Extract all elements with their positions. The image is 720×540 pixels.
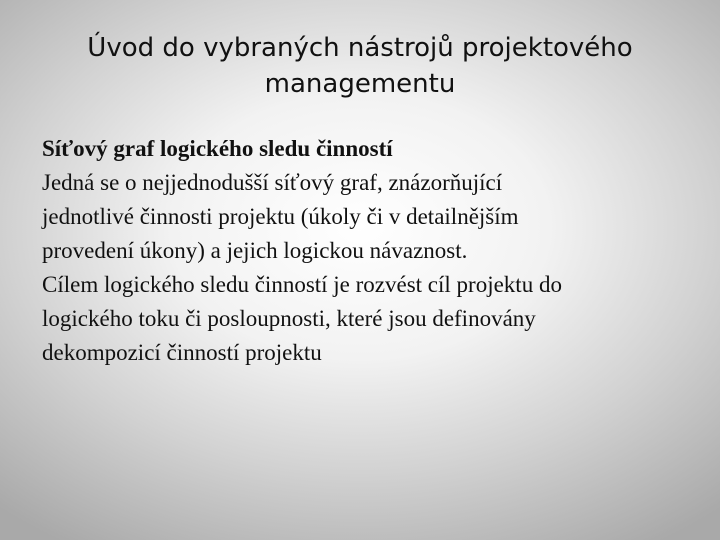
paragraph-line: Cílem logického sledu činností je rozvést cíl projektu do <box>42 272 562 297</box>
body-paragraph <box>42 268 692 370</box>
slide-title-line: managementu <box>264 69 456 99</box>
slide-title-line: Úvod do vybraných nástrojů projektového <box>87 33 633 63</box>
slide-body <box>42 132 692 370</box>
paragraph-line: logického toku či posloupnosti, které jsou definovány <box>42 306 536 331</box>
body-paragraph <box>42 166 692 268</box>
paragraph-line: jednotlivé činnosti projektu (úkoly či v detailnějším <box>42 204 519 229</box>
paragraph-line: dekompozicí činností projektu <box>42 340 322 365</box>
paragraph-line: provedení úkony) a jejich logickou návaznost. <box>42 238 468 263</box>
slide-title <box>40 30 680 102</box>
section-heading: Síťový graf logického sledu činností <box>42 136 393 161</box>
paragraph-line: Jedná se o nejjednodušší síťový graf, znázorňující <box>42 170 503 195</box>
